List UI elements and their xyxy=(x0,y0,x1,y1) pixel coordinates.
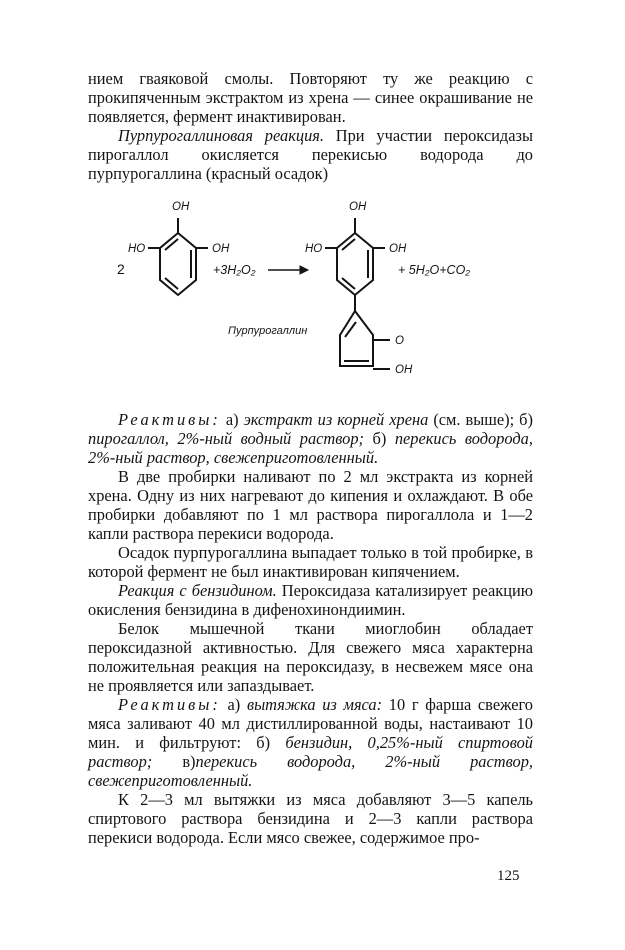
para-myoglobin: Белок мышечной ткани миоглобин обладает пероксидазной активностью. Для свежего мяса характерна положительная реакция на пероксидазу, в несвежем мясе она не проявляется или запаздывает. xyxy=(88,619,533,695)
para-meat-test: К 2—3 мл вытяжки из мяса добавляют 3—5 капель спиртового раствора бензидина и 2—3 капли раствора перекиси водорода. Если мясо свежее, содержимое про- xyxy=(88,790,533,847)
reagents-label-1: Реактивы: xyxy=(118,410,221,429)
products: + 5H₂O+CO₂ xyxy=(398,263,471,277)
main-text xyxy=(88,410,533,847)
purpurogallin-inner-bond xyxy=(342,239,355,250)
para-benzidine-text: Пероксидаза катализирует реакцию окисления бензидина в дифенохинондиимин. xyxy=(88,581,534,619)
reagents-1 xyxy=(88,410,533,467)
item2-c-text: перекись водорода, 2%-ный раствор, свежеприготовленный. xyxy=(88,752,533,790)
item-b-marker: (см. выше); б) xyxy=(428,410,533,429)
reagents-2 xyxy=(88,695,533,790)
ring-o: O xyxy=(395,335,404,347)
purpurogallin-lower-ring xyxy=(340,311,373,366)
left-ho: HO xyxy=(128,243,146,255)
item2-a-marker: а) xyxy=(220,695,247,714)
para-procedure: В две пробирки наливают по 2 мл экстракта из корней хрена. Одну из них нагревают до кипения и охлаждают. В обе пробирки добавляют по 1 мл раствора пирогаллола и 1—2 капли раствора перекиси водорода. xyxy=(88,467,533,543)
para-purpurogallin xyxy=(88,126,533,183)
reagents-label-2: Реактивы: xyxy=(118,695,221,714)
item-c-marker: б) xyxy=(364,429,395,448)
reaction-scheme xyxy=(0,188,625,418)
item2-c-marker: в) xyxy=(152,752,196,771)
item-a-marker: а) xyxy=(220,410,244,429)
section-title-benzidine: Реакция с бензидином. xyxy=(118,581,277,600)
para-benzidine xyxy=(88,581,533,619)
pyrogallol-inner-bond xyxy=(165,239,178,250)
para-precipitate: Осадок пурпурогаллина выпадает только в той пробирке, в которой фермент не был инактивирован кипячением. xyxy=(88,543,533,581)
item2-a-text: вытяжка из мяса: xyxy=(246,695,383,714)
item-a-text: экстракт из корней хрена xyxy=(243,410,429,429)
right-oh-right: OH xyxy=(389,243,407,255)
ring-oh: OH xyxy=(395,364,413,376)
reagent-h2o2: +3H₂O₂ xyxy=(213,263,256,277)
intro-paragraph xyxy=(88,69,533,183)
arrow-head xyxy=(300,266,308,274)
item2-a-rest: 10 г фарша свежего мяса заливают 40 мл дистиллированной воды, настаивают 10 мин. и фильтруют: б) xyxy=(88,695,533,752)
left-oh-top: OH xyxy=(172,201,190,213)
page-number: 125 xyxy=(497,868,520,884)
right-oh-top: OH xyxy=(349,201,367,213)
para-gvaiac: нием гваяковой смолы. Повторяют ту же реакцию с прокипяченным экстрактом из хрена — синее окрашивание не появляется, фермент инактивирован. xyxy=(88,69,533,126)
item-b-text: пирогаллол, 2%-ный водный раствор; xyxy=(88,429,364,448)
item2-b-text: бензидин, 0,25%-ный спиртовой раствор; xyxy=(88,733,533,771)
section-title-purpurogallin: Пурпурогаллиновая реакция. xyxy=(118,126,324,145)
pyrogallol-inner-bond xyxy=(165,278,178,289)
coefficient: 2 xyxy=(117,261,125,277)
product-name-label: Пурпурогаллин xyxy=(228,325,308,337)
para-purpurogallin-text: При участии пероксидазы пирогаллол окисляется перекисью водорода до пурпурогаллина (красный осадок) xyxy=(88,126,534,183)
right-ho: HO xyxy=(305,243,323,255)
item-c-text: перекись водорода, 2%-ный раствор, свежеприготовленный. xyxy=(88,429,533,467)
left-oh-right: OH xyxy=(212,243,230,255)
purpurogallin-inner-bond xyxy=(342,278,355,289)
